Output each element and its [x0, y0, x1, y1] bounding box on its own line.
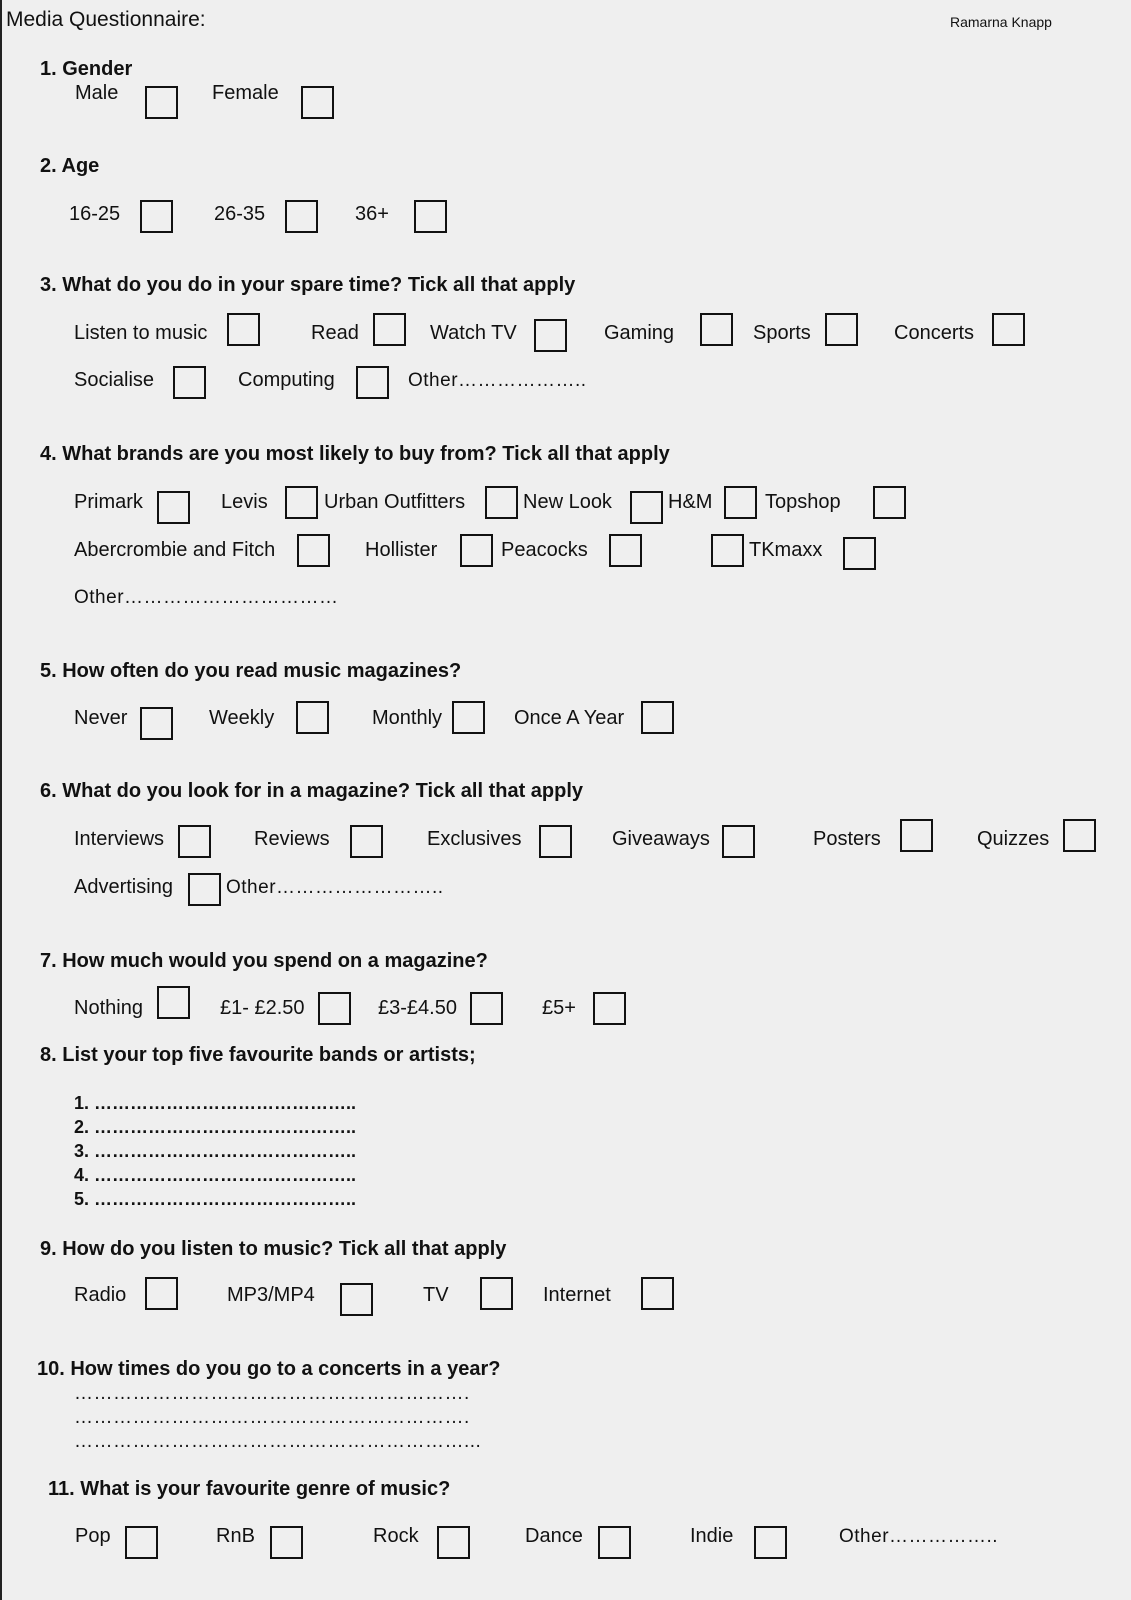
option-giveaways-label: Giveaways — [612, 828, 710, 850]
option-16-25-label: 16-25 — [69, 203, 121, 225]
checkbox-pop[interactable] — [125, 1526, 158, 1559]
checkbox-36plus[interactable] — [414, 200, 447, 233]
question-3-spare-time: 3. What do you do in your spare time? Tick all that apply — [40, 274, 576, 296]
question-8-favourite-artists: 8. List your top five favourite bands or artists; — [40, 1044, 476, 1066]
checkbox-tv[interactable] — [480, 1277, 513, 1310]
checkbox-male[interactable] — [145, 86, 178, 119]
option-urban-outfitters-label: Urban Outfitters — [324, 491, 466, 513]
option-new-look-label: New Look — [523, 491, 612, 513]
option-weekly-label: Weekly — [209, 707, 275, 729]
author-name: Ramarna Knapp — [950, 14, 1052, 30]
option-monthly-label: Monthly — [372, 707, 443, 729]
option-hollister-label: Hollister — [365, 539, 438, 561]
checkbox-nothing[interactable] — [157, 986, 190, 1019]
option-3-450-label: £3-£4.50 — [378, 997, 457, 1019]
question-11-genre: 11. What is your favourite genre of music? — [48, 1478, 451, 1500]
checkbox-listen-to-music[interactable] — [227, 313, 260, 346]
checkbox-exclusives[interactable] — [539, 825, 572, 858]
option-rock-label: Rock — [373, 1525, 419, 1547]
concerts-line-3[interactable]: ……………………………………………………... — [74, 1431, 482, 1452]
checkbox-levis[interactable] — [285, 486, 318, 519]
checkbox-watch-tv[interactable] — [534, 319, 567, 352]
question-2-age: 2. Age — [40, 155, 100, 177]
checkbox-read[interactable] — [373, 313, 406, 346]
option-mp3-label: MP3/MP4 — [227, 1284, 315, 1306]
option-36plus-label: 36+ — [355, 203, 389, 225]
checkbox-new-look[interactable] — [630, 491, 663, 524]
artist-line-2[interactable]: 2. …………………………………….. — [74, 1117, 357, 1137]
checkbox-topshop[interactable] — [873, 486, 906, 519]
checkbox-advertising[interactable] — [188, 873, 221, 906]
option-pop-label: Pop — [75, 1525, 111, 1547]
option-computing-label: Computing — [238, 369, 335, 391]
checkbox-mp3[interactable] — [340, 1283, 373, 1316]
option-primark-label: Primark — [74, 491, 143, 513]
checkbox-never[interactable] — [140, 707, 173, 740]
checkbox-hm[interactable] — [724, 486, 757, 519]
page-title: Media Questionnaire: — [6, 8, 206, 31]
option-26-35-label: 26-35 — [214, 203, 266, 225]
option-interviews-label: Interviews — [74, 828, 165, 850]
option-male-label: Male — [75, 82, 119, 104]
checkbox-1-250[interactable] — [318, 992, 351, 1025]
checkbox-posters[interactable] — [900, 819, 933, 852]
checkbox-16-25[interactable] — [140, 200, 173, 233]
option-radio-label: Radio — [74, 1284, 127, 1306]
option-exclusives-label: Exclusives — [427, 828, 522, 850]
option-levis-label: Levis — [221, 491, 268, 513]
checkbox-abercrombie[interactable] — [297, 534, 330, 567]
artist-line-3[interactable]: 3. …………………………………….. — [74, 1141, 357, 1161]
checkbox-interviews[interactable] — [178, 825, 211, 858]
checkbox-giveaways[interactable] — [722, 825, 755, 858]
option-reviews-label: Reviews — [254, 828, 330, 850]
option-advertising-label: Advertising — [74, 876, 173, 898]
checkbox-once-a-year[interactable] — [641, 701, 674, 734]
other-brand-field[interactable]: Other…………………………… — [74, 587, 339, 608]
other-spare-time-field[interactable]: Other……………….. — [408, 370, 587, 391]
option-rnb-label: RnB — [216, 1525, 255, 1547]
checkbox-internet[interactable] — [641, 1277, 674, 1310]
option-concerts-label: Concerts — [894, 322, 975, 344]
option-1-250-label: £1- £2.50 — [220, 997, 305, 1019]
option-once-a-year-label: Once A Year — [514, 707, 625, 729]
other-genre-field[interactable]: Other…………….. — [839, 1526, 999, 1547]
option-tv-label: TV — [423, 1284, 449, 1306]
checkbox-dance[interactable] — [598, 1526, 631, 1559]
option-posters-label: Posters — [813, 828, 881, 850]
question-6-magazine-features: 6. What do you look for in a magazine? Tick all that apply — [40, 780, 584, 802]
checkbox-unlabeled[interactable] — [711, 534, 744, 567]
checkbox-quizzes[interactable] — [1063, 819, 1096, 852]
question-9-listen-method: 9. How do you listen to music? Tick all that apply — [40, 1238, 507, 1260]
checkbox-indie[interactable] — [754, 1526, 787, 1559]
checkbox-monthly[interactable] — [452, 701, 485, 734]
option-topshop-label: Topshop — [765, 491, 841, 513]
option-abercrombie-label: Abercrombie and Fitch — [74, 539, 276, 561]
option-sports-label: Sports — [753, 322, 811, 344]
checkbox-gaming[interactable] — [700, 313, 733, 346]
option-never-label: Never — [74, 707, 128, 729]
artist-line-4[interactable]: 4. …………………………………….. — [74, 1165, 357, 1185]
page-border — [0, 0, 2, 1600]
question-7-spend: 7. How much would you spend on a magazine? — [40, 950, 488, 972]
option-watch-tv-label: Watch TV — [430, 322, 517, 344]
checkbox-reviews[interactable] — [350, 825, 383, 858]
checkbox-computing[interactable] — [356, 366, 389, 399]
option-hm-label: H&M — [668, 491, 713, 513]
checkbox-tkmaxx[interactable] — [843, 537, 876, 570]
option-nothing-label: Nothing — [74, 997, 143, 1019]
question-4-brands: 4. What brands are you most likely to buy from? Tick all that apply — [40, 443, 670, 465]
option-listen-to-music-label: Listen to music — [74, 322, 208, 344]
option-peacocks-label: Peacocks — [501, 539, 588, 561]
option-socialise-label: Socialise — [74, 369, 155, 391]
checkbox-weekly[interactable] — [296, 701, 329, 734]
artist-line-1[interactable]: 1. …………………………………….. — [74, 1093, 357, 1113]
checkbox-5plus[interactable] — [593, 992, 626, 1025]
checkbox-26-35[interactable] — [285, 200, 318, 233]
checkbox-radio[interactable] — [145, 1277, 178, 1310]
question-10-concerts: 10. How times do you go to a concerts in a year? — [37, 1358, 501, 1380]
checkbox-peacocks[interactable] — [609, 534, 642, 567]
checkbox-sports[interactable] — [825, 313, 858, 346]
concerts-line-2[interactable]: ……………………………………………………. — [74, 1407, 470, 1428]
checkbox-urban-outfitters[interactable] — [485, 486, 518, 519]
option-female-label: Female — [212, 82, 279, 104]
option-indie-label: Indie — [690, 1525, 734, 1547]
option-tkmaxx-label: TKmaxx — [749, 539, 823, 561]
option-read-label: Read — [311, 322, 359, 344]
option-gaming-label: Gaming — [604, 322, 675, 344]
option-dance-label: Dance — [525, 1525, 583, 1547]
option-internet-label: Internet — [543, 1284, 611, 1306]
checkbox-concerts[interactable] — [992, 313, 1025, 346]
artist-line-5[interactable]: 5. …………………………………….. — [74, 1189, 357, 1209]
checkbox-3-450[interactable] — [470, 992, 503, 1025]
checkbox-primark[interactable] — [157, 491, 190, 524]
concerts-line-1[interactable]: ……………………………………………………. — [74, 1383, 470, 1404]
checkbox-hollister[interactable] — [460, 534, 493, 567]
question-5-read-frequency: 5. How often do you read music magazines? — [40, 660, 462, 682]
checkbox-female[interactable] — [301, 86, 334, 119]
question-1-gender: 1. Gender — [40, 58, 133, 80]
checkbox-rnb[interactable] — [270, 1526, 303, 1559]
other-feature-field[interactable]: Other…………………….. — [226, 877, 444, 898]
checkbox-socialise[interactable] — [173, 366, 206, 399]
checkbox-rock[interactable] — [437, 1526, 470, 1559]
option-quizzes-label: Quizzes — [977, 828, 1050, 850]
option-5plus-label: £5+ — [542, 997, 576, 1019]
